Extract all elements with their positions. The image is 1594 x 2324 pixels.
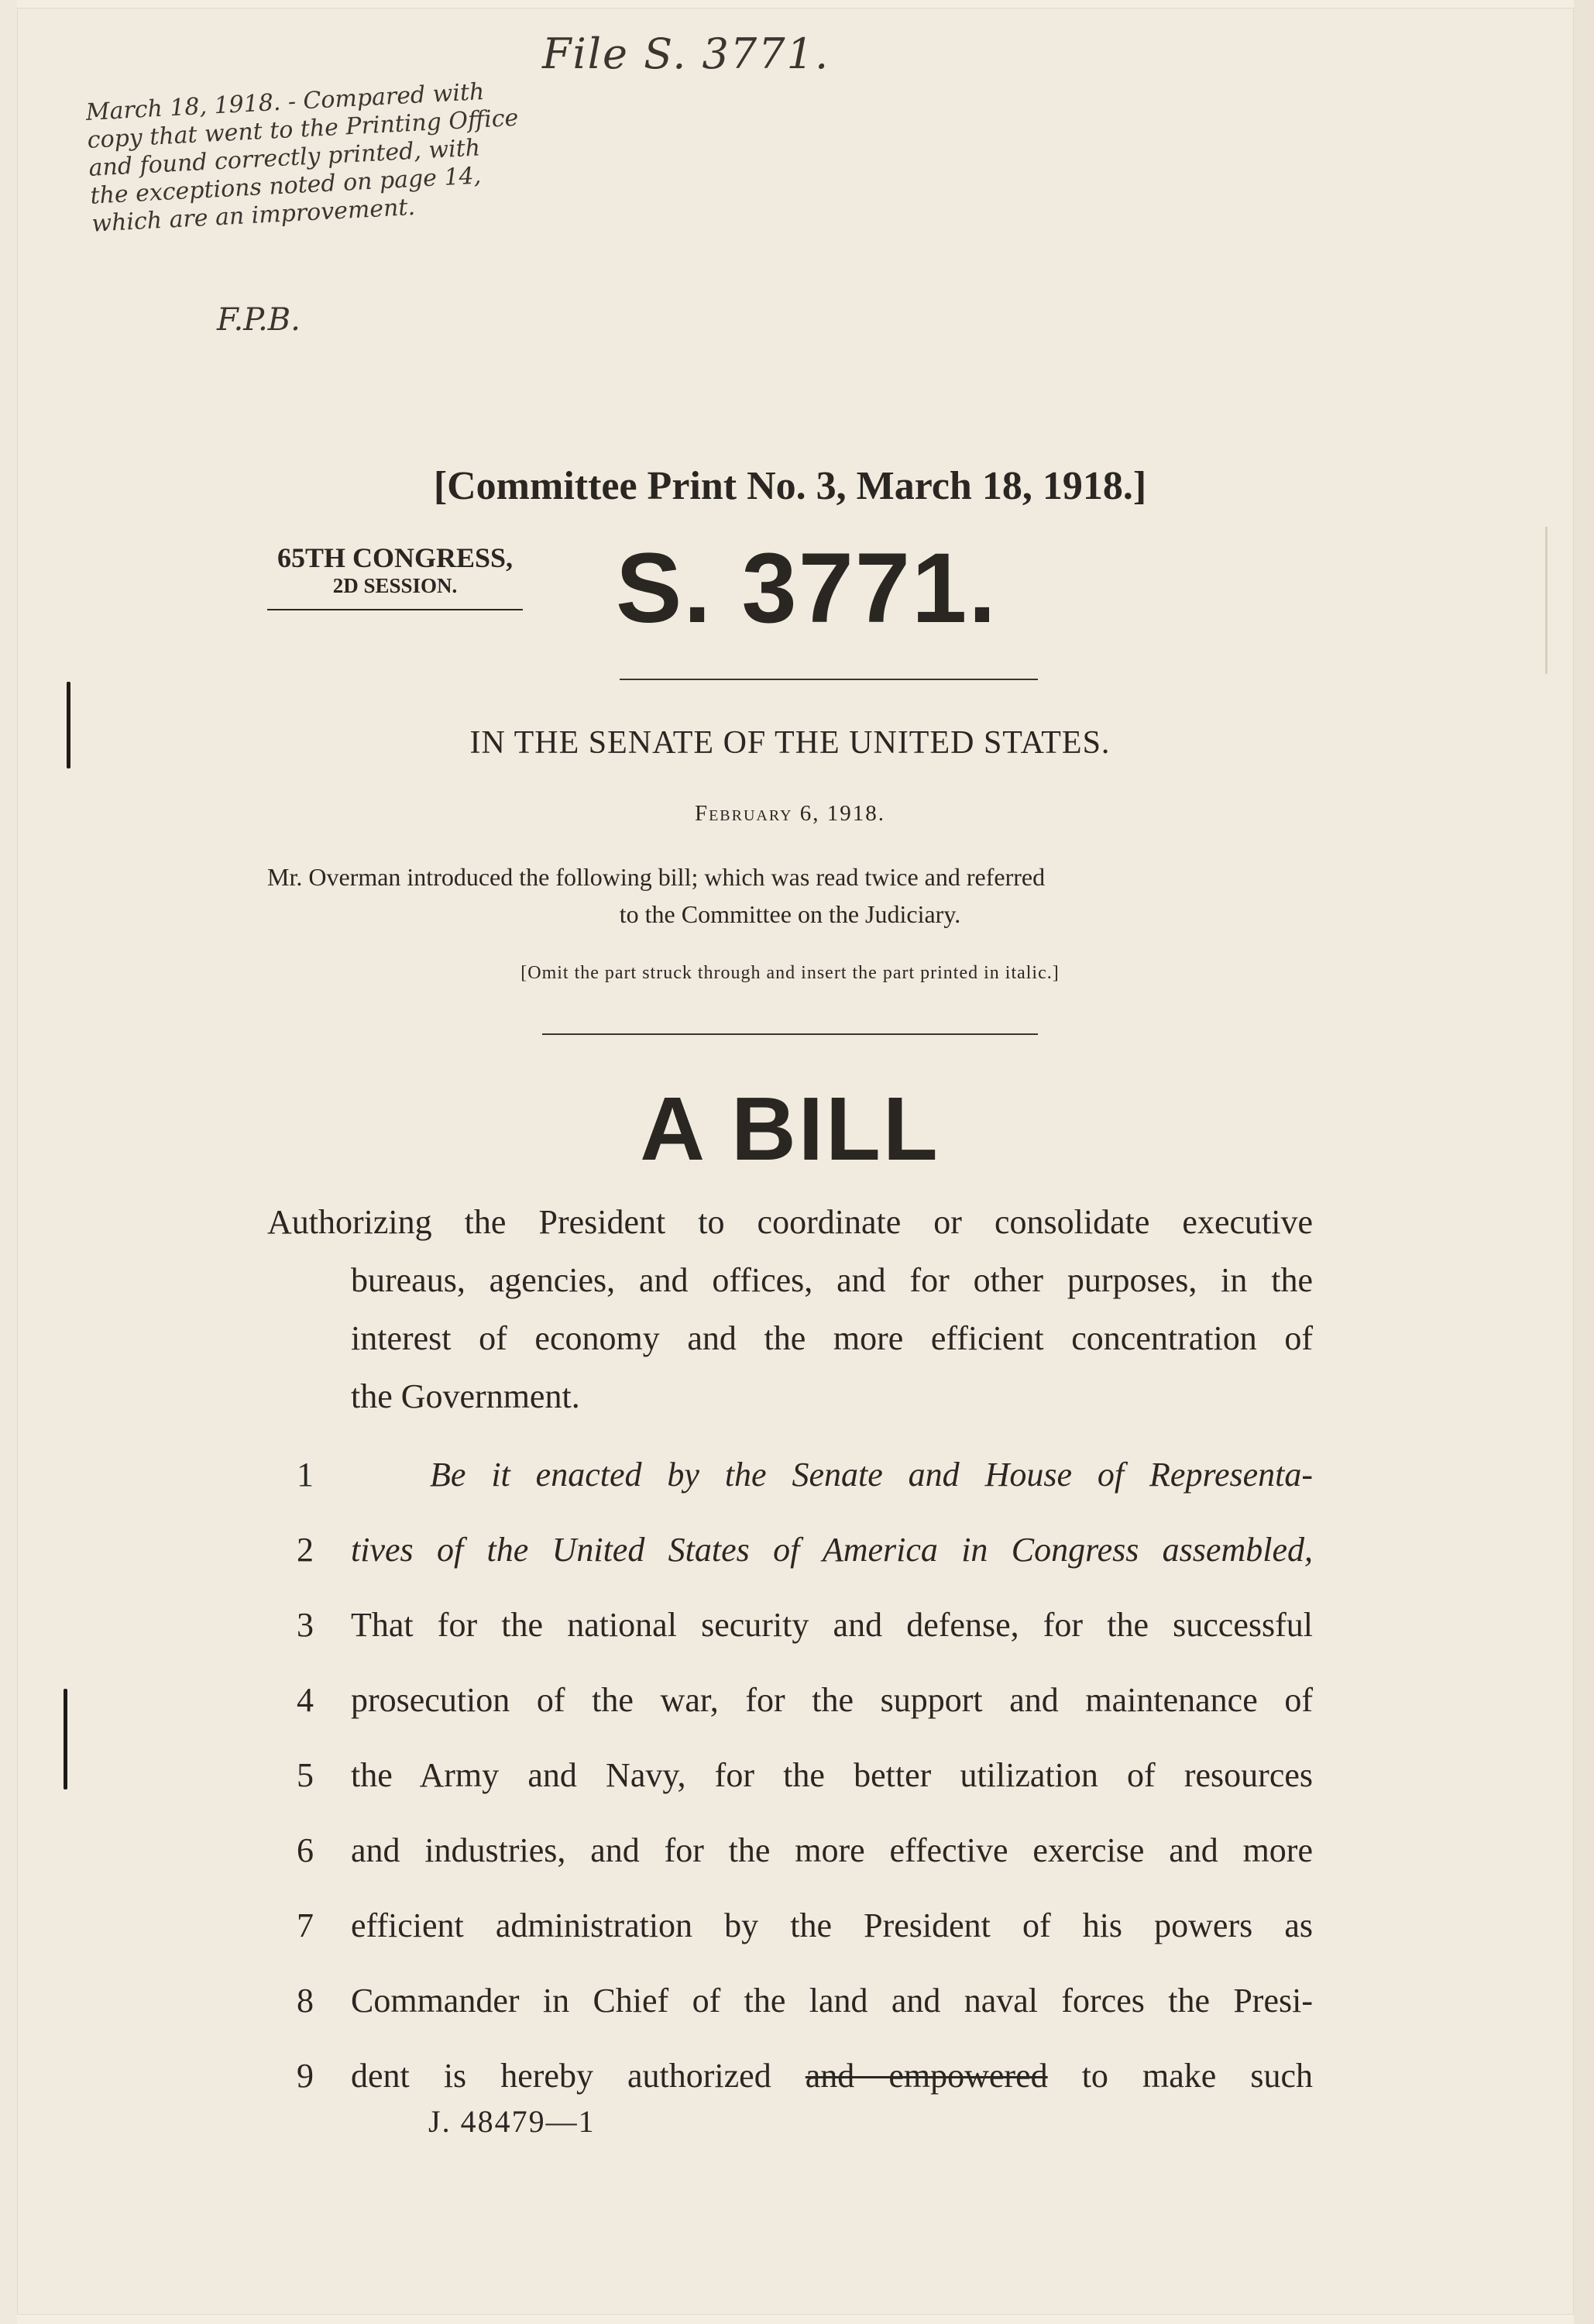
line-text: prosecution of the war, for the support and maintenance of xyxy=(351,1681,1313,1719)
line-text: efficient administration by the President of his powers as xyxy=(351,1906,1313,1944)
staple-top xyxy=(67,682,70,768)
line-text: and industries, and for the more effective exercise and more xyxy=(351,1831,1313,1869)
handwritten-margin-note: March 18, 1918. - Compared with copy that went to the Printing Office and found correctly printed, with the exceptions noted on page 14, which are an improvement. xyxy=(85,78,520,238)
bill-line xyxy=(267,1888,1313,1963)
bill-line xyxy=(267,1587,1313,1662)
line-number: 2 xyxy=(297,1531,314,1569)
bill-title-line: the Government. xyxy=(351,1377,580,1415)
line-text: Be it enacted by the Senate and House of Representa- xyxy=(430,1456,1313,1494)
bill-heading: A BILL xyxy=(640,1078,940,1179)
introduction-line-2: to the Committee on the Judiciary. xyxy=(619,900,961,928)
page-edge-right xyxy=(1574,0,1594,2324)
bill-line xyxy=(267,1738,1313,1813)
line-text-before: dent is hereby authorized xyxy=(351,2057,771,2095)
bill-line xyxy=(267,1662,1313,1738)
bill-title-continuation xyxy=(267,1251,1313,1425)
line-number: 7 xyxy=(297,1906,314,1944)
bill-line xyxy=(267,1437,1313,1512)
session-label: 2D SESSION. xyxy=(332,574,458,597)
line-text: Commander in Chief of the land and naval forces the Presi- xyxy=(351,1982,1313,2020)
header-divider xyxy=(620,679,1038,680)
print-code: J. 48479—1 xyxy=(428,2104,596,2139)
line-number: 6 xyxy=(297,1831,314,1869)
bill-title-line: interest of economy and the more efficient concentration of xyxy=(351,1319,1313,1357)
bill-line xyxy=(267,1963,1313,2038)
staple-bottom xyxy=(64,1689,67,1789)
bleed-through-mark xyxy=(1545,527,1548,674)
line-text: the Army and Navy, for the better utilization of resources xyxy=(351,1756,1313,1794)
bill-title-line: bureaus, agencies, and offices, and for other purposes, in the xyxy=(351,1261,1313,1299)
handwritten-initials: F.P.B. xyxy=(217,302,301,338)
chamber-heading: IN THE SENATE OF THE UNITED STATES. xyxy=(469,725,1111,761)
committee-print-heading: [Committee Print No. 3, March 18, 1918.] xyxy=(433,464,1147,508)
introduction-date: February 6, 1918. xyxy=(694,801,886,826)
bill-title-first-line: Authorizing the President to coordinate or consolidate executive xyxy=(267,1203,1313,1241)
bill-number: S. 3771. xyxy=(616,533,998,644)
handwritten-file-note: File S. 3771. xyxy=(542,29,830,78)
line-text-after: to make such xyxy=(1081,2057,1313,2095)
line-number: 5 xyxy=(297,1756,314,1794)
bill-line xyxy=(267,1512,1313,1587)
congress-rule xyxy=(267,609,523,610)
congress-label: 65TH CONGRESS, xyxy=(277,542,514,573)
bill-text xyxy=(267,1437,1313,2113)
introduction-paragraph xyxy=(267,858,1313,933)
congress-session-block xyxy=(267,542,523,610)
line-number: 3 xyxy=(297,1606,314,1644)
bill-line xyxy=(267,2038,1313,2113)
bill-line xyxy=(267,1813,1313,1888)
page-edge-left xyxy=(0,0,17,2324)
line-text xyxy=(351,2038,1313,2113)
line-number: 1 xyxy=(297,1456,314,1494)
line-number: 4 xyxy=(297,1681,314,1719)
bill-title xyxy=(267,1193,1313,1425)
line-number: 9 xyxy=(297,2057,314,2095)
line-text: tives of the United States of America in Congress assembled, xyxy=(351,1531,1313,1569)
line-number: 8 xyxy=(297,1982,314,2020)
omit-instruction: [Omit the part struck through and insert the part printed in italic.] xyxy=(520,963,1060,983)
line-text: That for the national security and defense, for the successful xyxy=(351,1606,1313,1644)
introduction-line-1: Mr. Overman introduced the following bill; which was read twice and referred xyxy=(267,863,1046,891)
section-divider xyxy=(542,1033,1038,1035)
struck-text: and empowered xyxy=(805,2057,1048,2095)
